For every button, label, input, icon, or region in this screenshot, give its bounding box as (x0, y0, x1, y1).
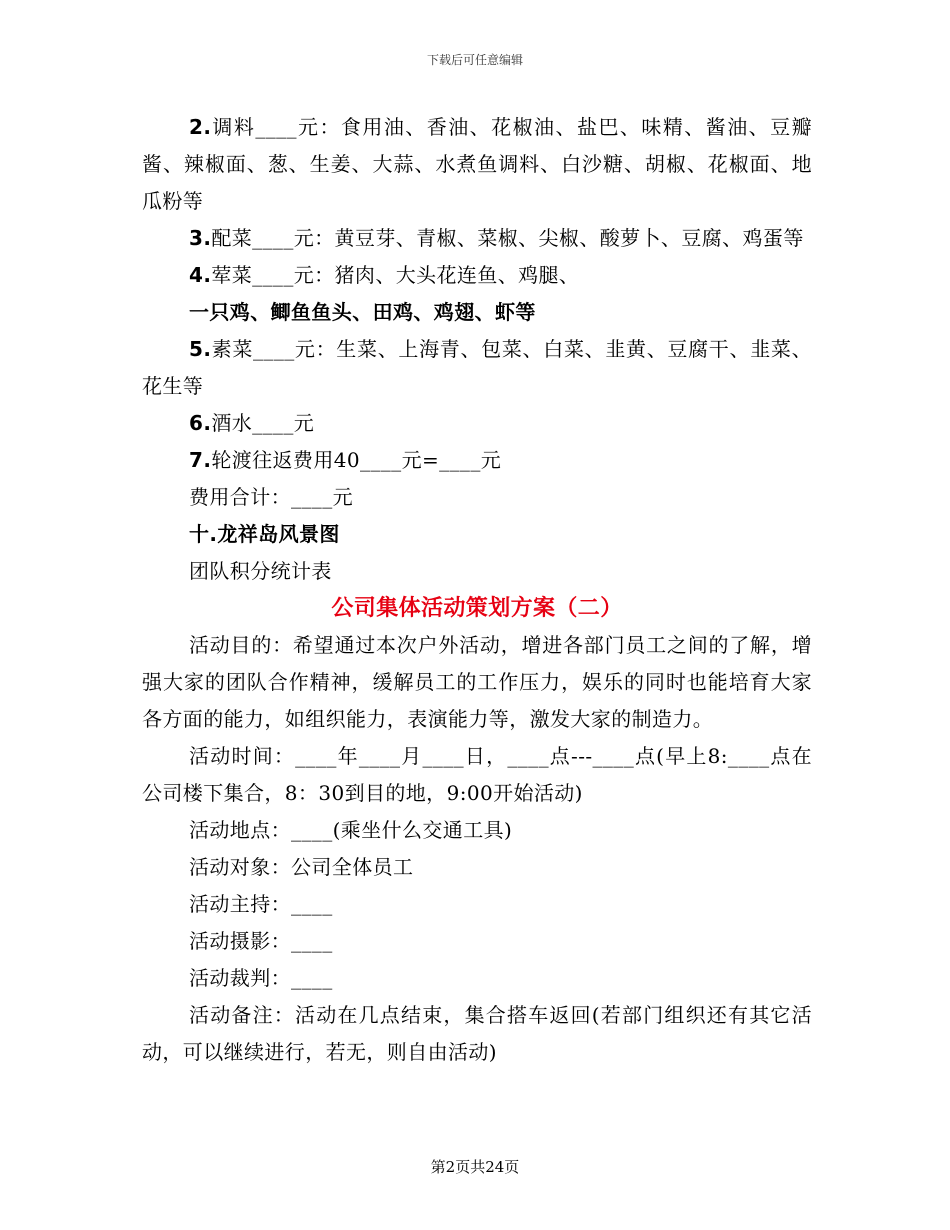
plan-2-title: 公司集体活动策划方案（二） (331, 596, 623, 621)
item-number: 4. (189, 263, 212, 287)
page-footer: 第2页共24页 (430, 1158, 520, 1176)
page-header: 下载后可任意编辑 (426, 53, 523, 67)
item-number: 5. (189, 337, 212, 361)
item-number: 3. (189, 226, 212, 250)
item-text: 酒水____元 (211, 411, 315, 435)
activity-place: 活动地点：____(乘坐什么交通工具) (189, 818, 513, 842)
item-text: 配菜____元：黄豆芽、青椒、菜椒、尖椒、酸萝卜、豆腐、鸡蛋等 (211, 226, 804, 250)
budget-item-6 (142, 405, 812, 442)
activity-time: 活动时间：____年____月____日，____点---____点(早上8:____点在公司楼下集合，8：30到目的地，9:00开始活动) (142, 744, 812, 805)
budget-total: 费用合计：____元 (189, 485, 353, 509)
activity-target: 活动对象：公司全体员工 (189, 855, 414, 879)
activity-purpose: 活动目的：希望通过本次户外活动，增进各部门员工之间的了解，增强大家的团队合作精神，缓解员工的工作压力，娱乐的同时也能培育大家各方面的能力，如组织能力，表演能力等，激发大家的制造力。 (142, 633, 812, 731)
item-text: 素菜____元：生菜、上海青、包菜、白菜、韭黄、豆腐干、韭菜、花生等 (142, 337, 812, 398)
budget-item-2 (142, 109, 812, 220)
budget-item-4-continued: 一只鸡、鲫鱼鱼头、田鸡、鸡翅、虾等 (189, 300, 536, 324)
activity-photo: 活动摄影：____ (189, 929, 333, 953)
item-number: 6. (189, 411, 212, 435)
item-number: 7. (189, 448, 212, 472)
budget-item-3 (142, 220, 812, 257)
section-10-subtext: 团队积分统计表 (189, 559, 332, 583)
activity-judge: 活动裁判：____ (189, 966, 333, 990)
activity-host: 活动主持：____ (189, 892, 333, 916)
budget-item-7 (142, 442, 812, 479)
item-text: 荤菜____元：猪肉、大头花连鱼、鸡腿、 (211, 263, 580, 287)
budget-item-5 (142, 331, 812, 405)
section-10-heading: 十.龙祥岛风景图 (189, 522, 340, 546)
item-number: 2. (189, 115, 212, 139)
item-text: 轮渡往返费用40____元=____元 (211, 448, 502, 472)
activity-note: 活动备注：活动在几点结束，集合搭车返回(若部门组织还有其它活动，可以继续进行，若无，则自由活动) (142, 1003, 812, 1064)
item-text: 调料____元：食用油、香油、花椒油、盐巴、味精、酱油、豆瓣酱、辣椒面、葱、生姜、大蒜、水煮鱼调料、白沙糖、胡椒、花椒面、地瓜粉等 (142, 115, 812, 213)
budget-item-4 (142, 257, 812, 294)
document-body (142, 109, 812, 1071)
